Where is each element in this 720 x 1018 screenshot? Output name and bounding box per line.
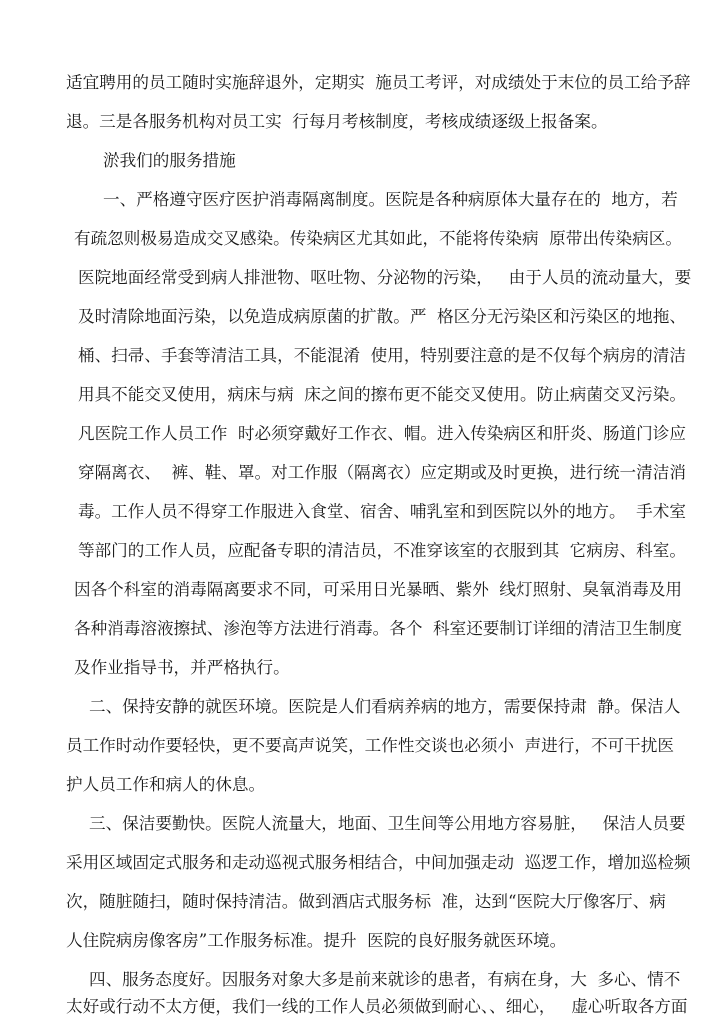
text-line: 采用区域固定式服务和走动巡视式服务相结合，中间加强走动 巡逻工作，增加巡检频 (66, 853, 691, 872)
text-line: 凡医院工作人员工作 时必须穿戴好工作衣、帽。进入传染病区和肝炎、肠道门诊应 (78, 424, 686, 443)
text-line: 及时清除地面污染，以免造成病原菌的扩散。严 格区分无污染区和污染区的地拖、 (78, 307, 686, 326)
text-line: 等部门的工作人员，应配备专职的清洁员，不准穿该室的衣服到其 它病房、科室。 (78, 541, 686, 560)
text-line: 适宜聘用的员工随时实施辞退外，定期实 施员工考评，对成绩处于末位的员工给予辞 (66, 73, 691, 92)
section-heading: 淤我们的服务措施 (103, 151, 236, 170)
text-line: 毒。工作人员不得穿工作服进入食堂、宿舍、哺乳室和到医院以外的地方。 手术室 (78, 502, 686, 521)
text-line: 四、服务态度好。因服务对象大多是前来就诊的患者，有病在身，大 多心、情不 (89, 970, 681, 989)
text-line: 一、严格遵守医疗医护消毒隔离制度。医院是各种病原体大量存在的 地方，若 (103, 190, 678, 209)
text-line: 桶、扫帚、手套等清洁工具，不能混淆 使用，特别要注意的是不仅每个病房的清洁 (78, 346, 686, 365)
text-line: 太好或行动不太方便，我们一线的工作人员必须做到耐心、、细心， 虚心听取各方面 (66, 997, 688, 1016)
text-line: 次，随脏随扫，随时保持清洁。做到酒店式服务标 准，达到“医院大厅像客厅、病 (66, 892, 666, 911)
text-line: 人住院病房像客房”工作服务标准。提升 医院的良好服务就医环境。 (66, 931, 567, 950)
text-line: 因各个科室的消毒隔离要求不同，可采用日光暴晒、紫外 线灯照射、臭氧消毒及用 (74, 580, 682, 599)
text-line: 员工作时动作要轻快，更不要高声说笑，工作性交谈也必须小 声进行，不可干扰医 (66, 736, 674, 755)
text-line: 各种消毒溶液擦拭、渗泡等方法进行消毒。各个 科室还要制订详细的清洁卫生制度 (74, 619, 682, 638)
text-line: 退。三是各服务机构对员工实 行每月考核制度，考核成绩逐级上报备案。 (66, 112, 608, 131)
text-line: 及作业指导书，并严格执行。 (74, 658, 290, 677)
text-line: 三、保洁要勤快。医院人流量大，地面、卫生间等公用地方容易脏， 保洁人员要 (89, 814, 686, 833)
text-line: 医院地面经常受到病人排泄物、呕吐物、分泌物的污染， 由于人员的流动量大，要 (78, 268, 692, 287)
text-line: 护人员工作和病人的休息。 (66, 775, 266, 794)
text-line: 穿隔离衣、 裤、鞋、罩。对工作服（隔离衣）应定期或及时更换，进行统一清洁消 (78, 463, 686, 482)
text-line: 二、保持安静的就医环境。医院是人们看病养病的地方，需要保持肃 静。保洁人 (89, 697, 681, 716)
text-line: 用具不能交叉使用，病床与病 床之间的擦布更不能交叉使用。防止病菌交叉污染。 (78, 385, 686, 404)
text-line: 有疏忽则极易造成交叉感染。传染病区尤其如此，不能将传染病 原带出传染病区。 (74, 229, 682, 248)
